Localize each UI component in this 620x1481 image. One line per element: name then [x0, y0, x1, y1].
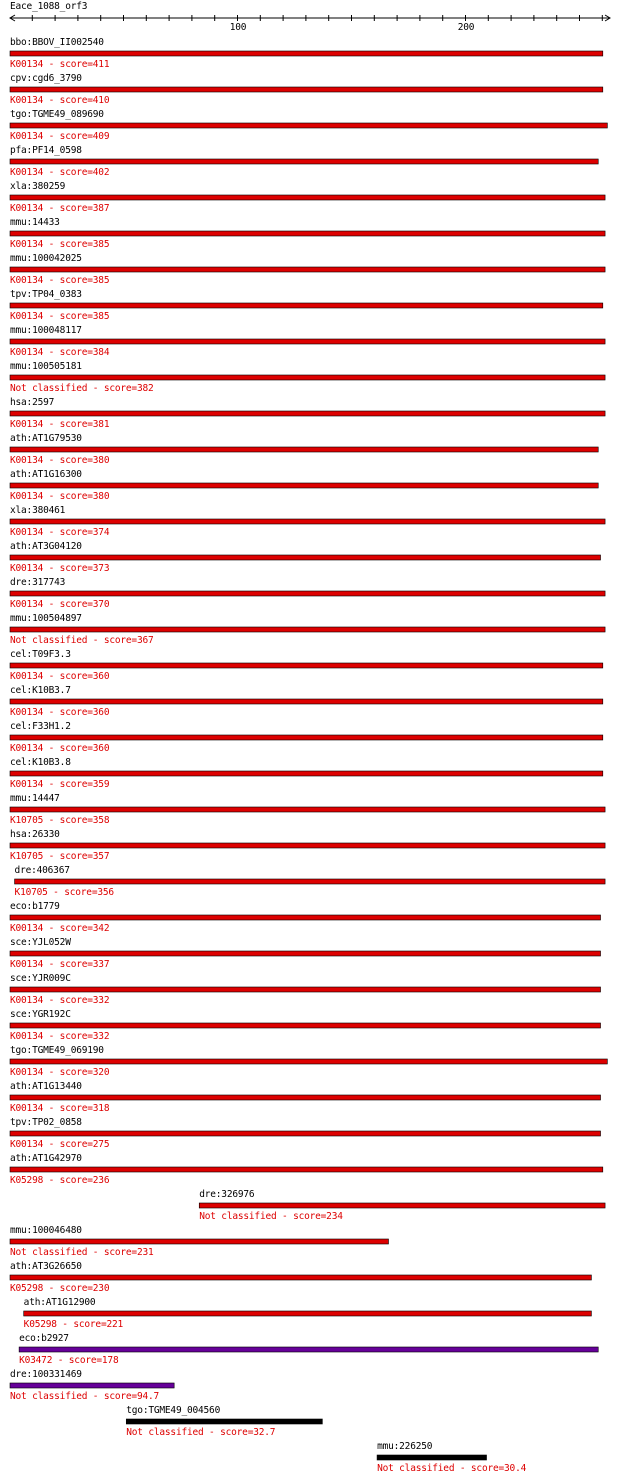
hit-bar[interactable]: [10, 1239, 388, 1244]
hit-annotation: K00134 - score=337: [10, 959, 110, 970]
query-title: Eace_1088_orf3: [10, 1, 88, 12]
hit-name-link[interactable]: sce:YGR192C: [10, 1009, 71, 1020]
hit-row[interactable]: [10, 685, 603, 718]
hit-name-link[interactable]: tpv:TP04_0383: [10, 289, 82, 300]
hit-name-link[interactable]: mmu:100504897: [10, 613, 82, 624]
hit-name-link[interactable]: eco:b1779: [10, 901, 60, 912]
hit-row[interactable]: [10, 505, 605, 538]
hit-annotation: K00134 - score=320: [10, 1067, 110, 1078]
hit-annotation: K00134 - score=385: [10, 311, 110, 322]
hit-bar[interactable]: [10, 231, 605, 236]
hit-row[interactable]: [10, 1225, 388, 1258]
hit-name-link[interactable]: cpv:cgd6_3790: [10, 73, 82, 84]
hit-name-link[interactable]: ath:AT1G13440: [10, 1081, 82, 1092]
hit-bar[interactable]: [10, 375, 605, 380]
hit-name-link[interactable]: ath:AT1G79530: [10, 433, 82, 444]
position-ruler: [10, 15, 610, 33]
hit-bar[interactable]: [10, 267, 605, 272]
hit-annotation: K00134 - score=402: [10, 167, 110, 178]
hit-name-link[interactable]: tgo:TGME49_069190: [10, 1045, 104, 1056]
hit-name-link[interactable]: ath:AT3G26650: [10, 1261, 82, 1272]
hit-annotation: K00134 - score=410: [10, 95, 110, 106]
hit-row[interactable]: [10, 793, 605, 826]
hit-bar[interactable]: [10, 303, 603, 308]
hit-row[interactable]: [10, 325, 605, 358]
hit-bar[interactable]: [10, 987, 601, 992]
hit-bar[interactable]: [10, 735, 603, 740]
ruler-label: 200: [457, 22, 475, 33]
hit-annotation: Not classified - score=30.4: [377, 1463, 527, 1474]
hit-bar[interactable]: [10, 1059, 607, 1064]
hit-bar[interactable]: [10, 1023, 601, 1028]
hit-row[interactable]: [10, 829, 605, 862]
hit-row[interactable]: [10, 73, 603, 106]
hit-name-link[interactable]: sce:YJR009C: [10, 973, 71, 984]
hit-row[interactable]: [10, 721, 603, 754]
hit-annotation: K00134 - score=384: [10, 347, 110, 358]
hit-bar[interactable]: [10, 447, 598, 452]
hit-annotation: K10705 - score=357: [10, 851, 110, 862]
hit-name-link[interactable]: ath:AT1G12900: [23, 1297, 96, 1308]
hit-name-link[interactable]: dre:406367: [14, 865, 70, 876]
hit-name-link[interactable]: tgo:TGME49_089690: [10, 109, 104, 120]
hit-annotation: K00134 - score=332: [10, 1031, 110, 1042]
hit-annotation: K00134 - score=411: [10, 59, 110, 70]
hit-bar[interactable]: [10, 627, 605, 632]
hit-annotation: Not classified - score=32.7: [126, 1427, 276, 1438]
hit-name-link[interactable]: mmu:14447: [10, 793, 60, 804]
hit-row[interactable]: [10, 397, 605, 430]
hit-name-link[interactable]: mmu:100046480: [10, 1225, 82, 1236]
hit-name-link[interactable]: mmu:226250: [377, 1441, 433, 1452]
hit-name-link[interactable]: hsa:2597: [10, 397, 55, 408]
hit-row[interactable]: [10, 613, 605, 646]
hit-bar[interactable]: [10, 555, 601, 560]
hit-annotation: K05298 - score=236: [10, 1175, 110, 1186]
hit-row[interactable]: [10, 361, 605, 394]
hit-annotation: K00134 - score=381: [10, 419, 110, 430]
hit-annotation: K00134 - score=373: [10, 563, 110, 574]
hit-name-link[interactable]: tgo:TGME49_004560: [126, 1405, 221, 1416]
hit-annotation: K10705 - score=356: [14, 887, 114, 898]
hit-bar[interactable]: [10, 591, 605, 596]
hit-name-link[interactable]: cel:K10B3.8: [10, 757, 71, 768]
hit-annotation: K00134 - score=387: [10, 203, 110, 214]
hit-name-link[interactable]: ath:AT1G42970: [10, 1153, 82, 1164]
hit-name-link[interactable]: bbo:BBOV_II002540: [10, 37, 104, 48]
hit-name-link[interactable]: dre:317743: [10, 577, 66, 588]
hit-row[interactable]: [24, 1297, 592, 1330]
hit-name-link[interactable]: tpv:TP02_0858: [10, 1117, 82, 1128]
hit-bar[interactable]: [10, 771, 603, 776]
hit-row[interactable]: [10, 1261, 591, 1294]
hit-bar[interactable]: [10, 519, 605, 524]
hit-row[interactable]: [10, 1117, 601, 1150]
hit-annotation: K00134 - score=332: [10, 995, 110, 1006]
hit-row[interactable]: [10, 37, 603, 70]
hit-name-link[interactable]: xla:380461: [10, 505, 66, 516]
hit-bar[interactable]: [10, 699, 603, 704]
hit-row[interactable]: [377, 1441, 527, 1474]
hit-row[interactable]: [10, 1369, 174, 1402]
hit-row[interactable]: [10, 253, 605, 286]
hit-annotation: Not classified - score=231: [10, 1247, 154, 1258]
hit-bar[interactable]: [10, 1131, 601, 1136]
hit-row[interactable]: [10, 469, 598, 502]
hit-bar[interactable]: [10, 663, 603, 668]
hit-bar[interactable]: [199, 1203, 605, 1208]
hit-row[interactable]: [10, 1045, 607, 1078]
hit-annotation: K00134 - score=385: [10, 275, 110, 286]
hit-bar[interactable]: [10, 915, 601, 920]
hit-annotation: K00134 - score=360: [10, 671, 110, 682]
hit-row[interactable]: [15, 865, 606, 898]
hit-bar[interactable]: [10, 51, 603, 56]
hit-name-link[interactable]: mmu:14433: [10, 217, 60, 228]
hit-row[interactable]: [10, 1009, 601, 1042]
hit-name-link[interactable]: cel:T09F3.3: [10, 649, 71, 660]
hit-row[interactable]: [10, 757, 603, 790]
hit-row[interactable]: [10, 541, 601, 574]
hit-annotation: K00134 - score=360: [10, 743, 110, 754]
hit-annotation: K00134 - score=380: [10, 455, 110, 466]
hit-row[interactable]: [126, 1405, 322, 1438]
hit-bar[interactable]: [10, 123, 607, 128]
hit-name-link[interactable]: cel:F33H1.2: [10, 721, 71, 732]
hit-bar[interactable]: [10, 951, 601, 956]
hit-name-link[interactable]: eco:b2927: [19, 1333, 69, 1344]
ruler-label: 100: [229, 22, 247, 33]
hit-bar[interactable]: [377, 1455, 486, 1460]
hit-annotation: K00134 - score=380: [10, 491, 110, 502]
hit-annotation: K03472 - score=178: [19, 1355, 119, 1366]
hit-annotation: K05298 - score=230: [10, 1283, 110, 1294]
hit-name-link[interactable]: hsa:26330: [10, 829, 60, 840]
hit-row[interactable]: [10, 1081, 601, 1114]
hit-annotation: K10705 - score=358: [10, 815, 110, 826]
hit-bar[interactable]: [10, 87, 603, 92]
hit-annotation: K00134 - score=342: [10, 923, 110, 934]
hit-annotation: Not classified - score=382: [10, 383, 154, 394]
hit-annotation: K00134 - score=370: [10, 599, 110, 610]
hit-list: [10, 37, 607, 1474]
hit-name-link[interactable]: xla:380259: [10, 181, 66, 192]
hit-row[interactable]: [10, 577, 605, 610]
hit-name-link[interactable]: mmu:100505181: [10, 361, 82, 372]
hit-row[interactable]: [10, 973, 601, 1006]
hit-bar[interactable]: [10, 1167, 603, 1172]
hit-name-link[interactable]: dre:326976: [199, 1189, 255, 1200]
hit-annotation: K00134 - score=359: [10, 779, 110, 790]
hit-row[interactable]: [10, 217, 605, 250]
hit-row[interactable]: [10, 649, 603, 682]
hit-bar[interactable]: [10, 483, 598, 488]
hit-row[interactable]: [10, 289, 603, 322]
hit-row[interactable]: [10, 145, 598, 178]
hit-bar[interactable]: [10, 1383, 174, 1388]
hit-name-link[interactable]: ath:AT1G16300: [10, 469, 82, 480]
hit-row[interactable]: [10, 937, 601, 970]
hit-annotation: K00134 - score=360: [10, 707, 110, 718]
hit-row[interactable]: [10, 109, 607, 142]
hit-bar[interactable]: [126, 1419, 322, 1424]
hit-annotation: K00134 - score=318: [10, 1103, 110, 1114]
hit-bar[interactable]: [10, 807, 605, 812]
hit-name-link[interactable]: mmu:100042025: [10, 253, 82, 264]
hit-bar[interactable]: [10, 1095, 601, 1100]
hit-bar[interactable]: [10, 159, 598, 164]
hit-row[interactable]: [10, 181, 605, 214]
hit-bar[interactable]: [10, 843, 605, 848]
hit-annotation: Not classified - score=367: [10, 635, 154, 646]
hit-bar[interactable]: [24, 1311, 592, 1316]
hit-row[interactable]: [10, 433, 598, 466]
hit-annotation: K00134 - score=374: [10, 527, 110, 538]
hit-name-link[interactable]: sce:YJL052W: [10, 937, 71, 948]
hit-annotation: K00134 - score=409: [10, 131, 110, 142]
hit-annotation: Not classified - score=234: [199, 1211, 343, 1222]
hit-bar[interactable]: [10, 195, 605, 200]
hit-bar[interactable]: [19, 1347, 598, 1352]
hit-row[interactable]: [199, 1189, 605, 1222]
hit-bar[interactable]: [10, 339, 605, 344]
hit-annotation: K00134 - score=385: [10, 239, 110, 250]
hit-bar[interactable]: [10, 411, 605, 416]
hit-name-link[interactable]: pfa:PF14_0598: [10, 145, 82, 156]
hit-annotation: K05298 - score=221: [23, 1319, 124, 1330]
hit-bar[interactable]: [15, 879, 606, 884]
hit-row[interactable]: [19, 1333, 598, 1366]
hit-name-link[interactable]: mmu:100048117: [10, 325, 82, 336]
hit-annotation: K00134 - score=275: [10, 1139, 110, 1150]
hit-bar[interactable]: [10, 1275, 591, 1280]
hit-name-link[interactable]: ath:AT3G04120: [10, 541, 82, 552]
hit-name-link[interactable]: cel:K10B3.7: [10, 685, 71, 696]
hit-name-link[interactable]: dre:100331469: [10, 1369, 82, 1380]
hit-annotation: Not classified - score=94.7: [10, 1391, 160, 1402]
hit-row[interactable]: [10, 1153, 603, 1186]
hit-row[interactable]: [10, 901, 601, 934]
